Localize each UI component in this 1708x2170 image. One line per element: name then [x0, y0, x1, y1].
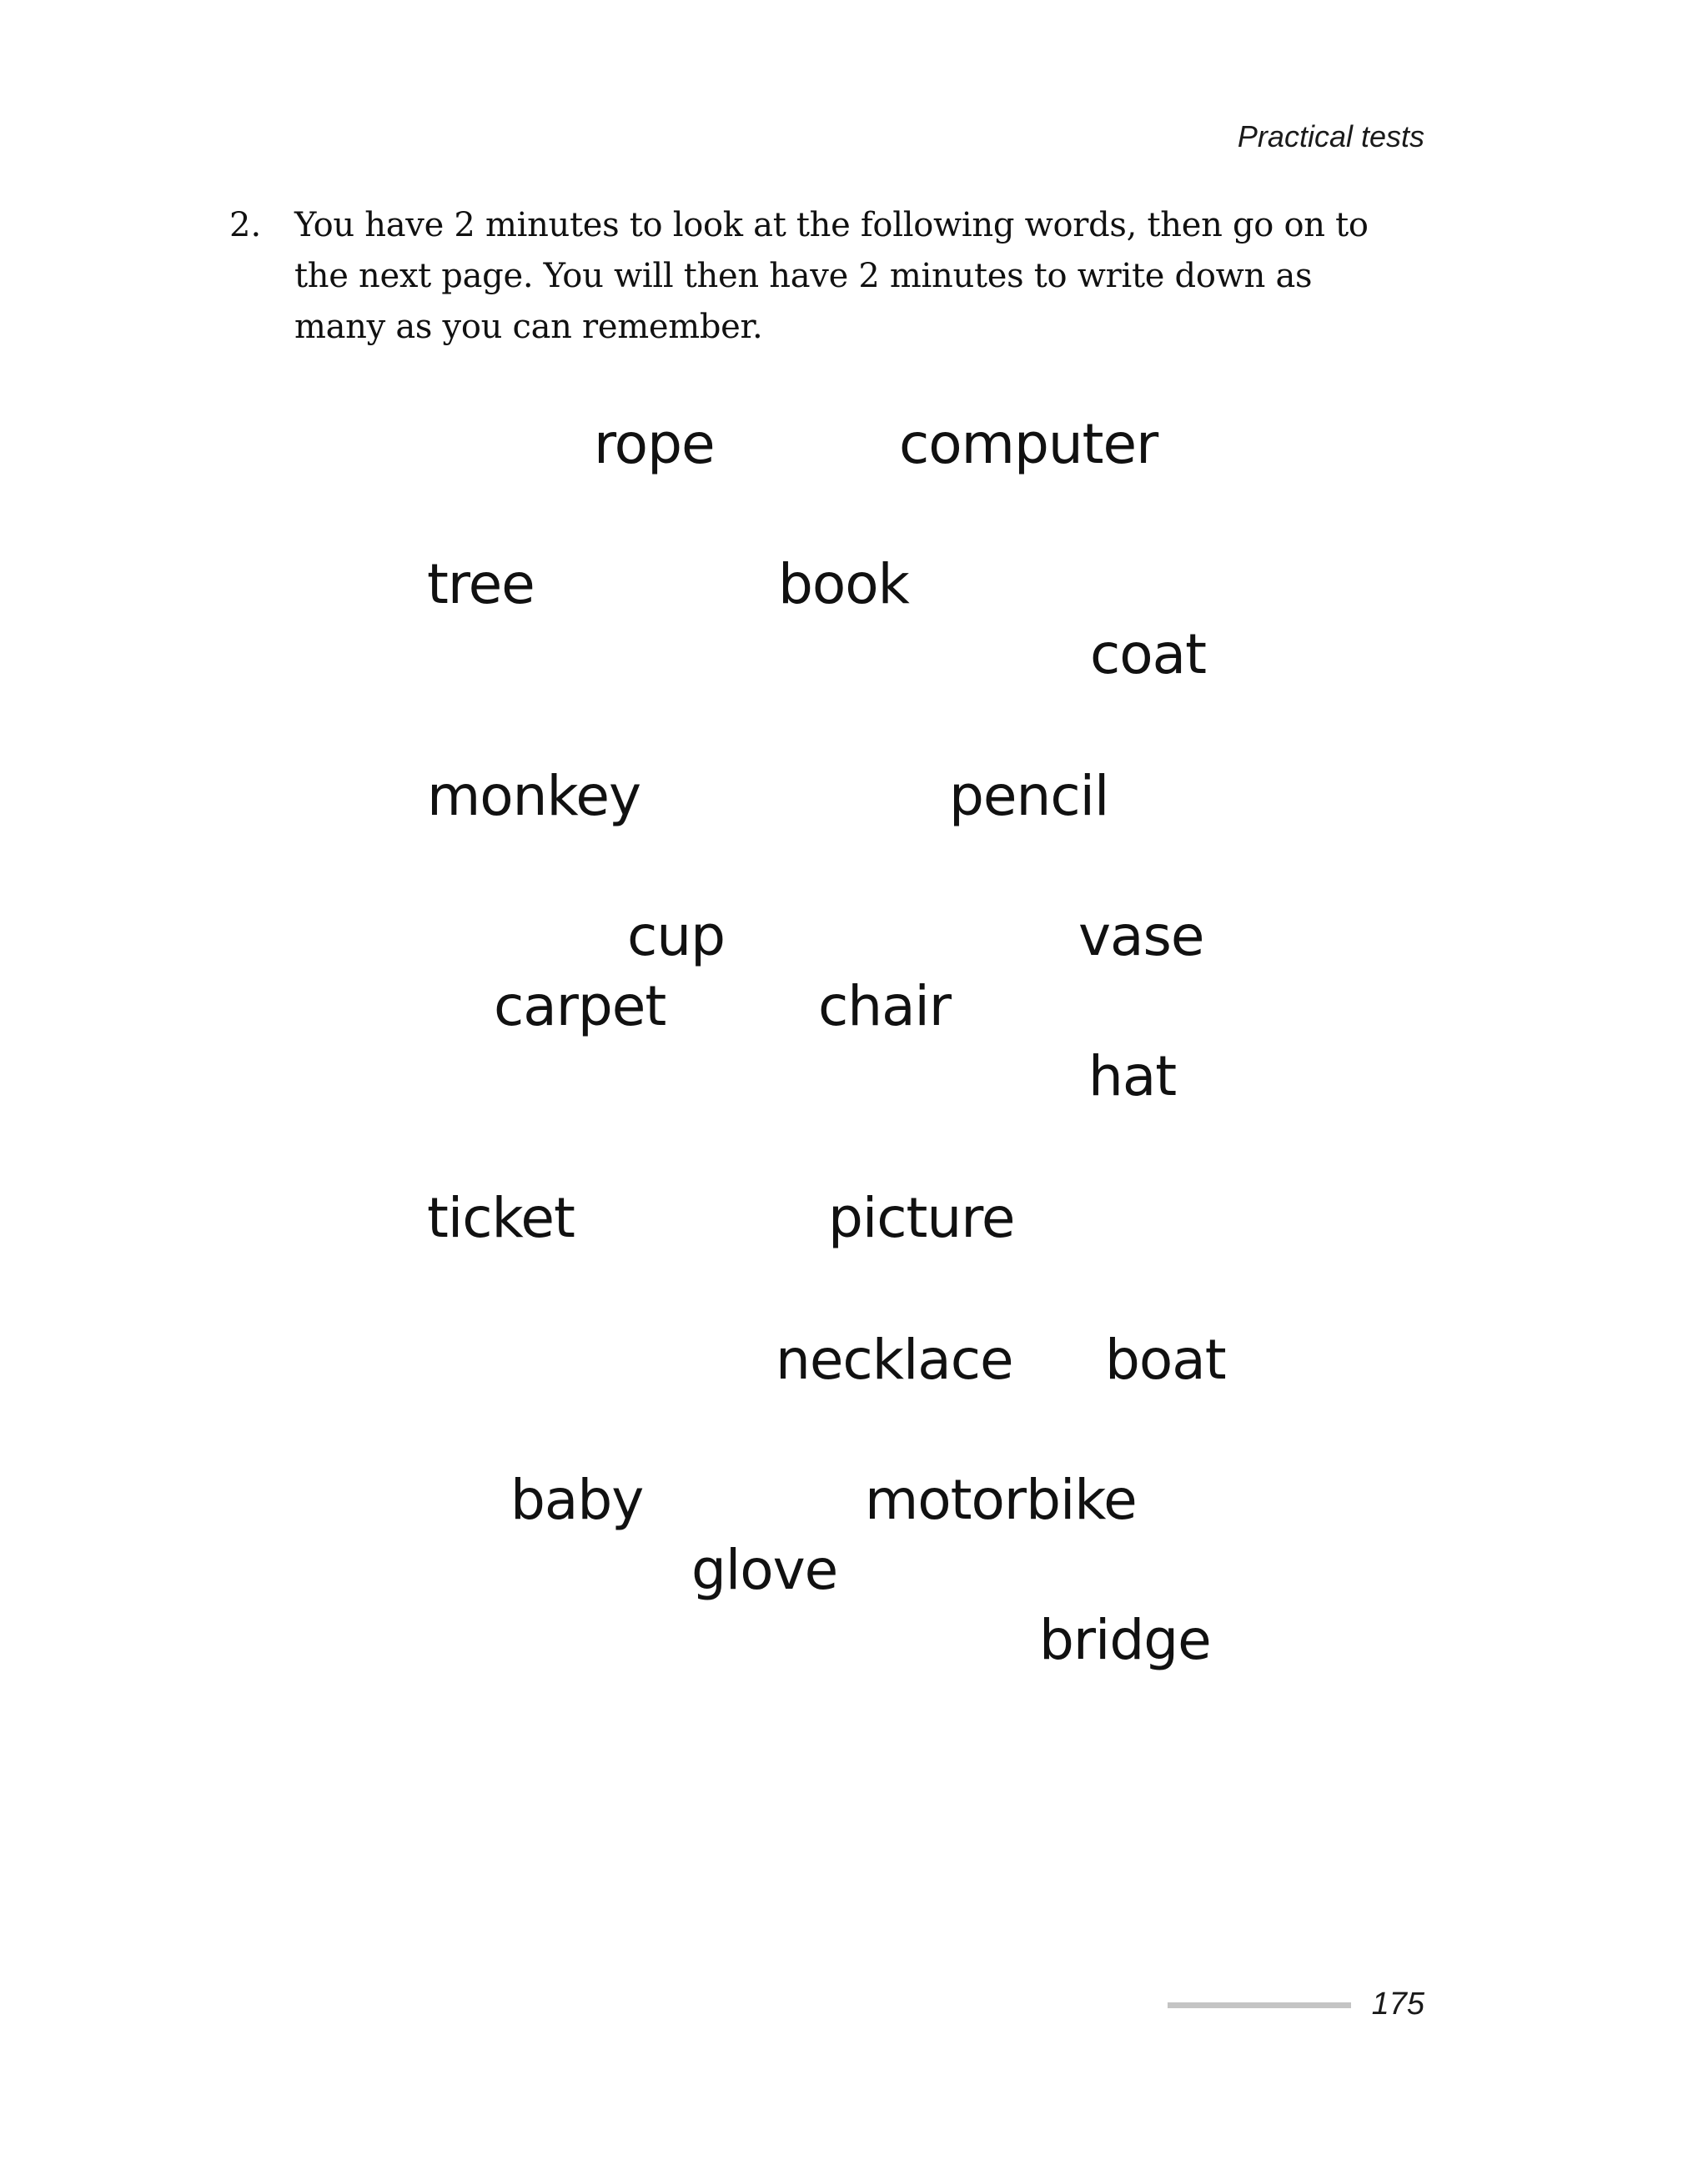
word-hat: hat	[1088, 1044, 1177, 1108]
word-boat: boat	[1105, 1328, 1226, 1392]
word-picture: picture	[828, 1186, 1015, 1250]
word-baby: baby	[510, 1468, 644, 1532]
word-motorbike: motorbike	[865, 1468, 1137, 1532]
word-monkey: monkey	[427, 764, 641, 828]
question-text: You have 2 minutes to look at the following words, then go on to the next page. You will then have 2 minutes to write down as many as you can remember.	[294, 206, 1369, 346]
word-rope: rope	[594, 412, 715, 476]
word-pencil: pencil	[949, 764, 1109, 828]
running-head: Practical tests	[1237, 119, 1424, 153]
word-cup: cup	[627, 904, 726, 968]
word-chair: chair	[818, 974, 952, 1038]
page-number: 175	[1371, 1987, 1424, 2022]
footer-rule	[1168, 2002, 1351, 2008]
word-computer: computer	[899, 412, 1158, 476]
word-glove: glove	[691, 1538, 838, 1602]
word-carpet: carpet	[494, 974, 666, 1038]
question-number: 2.	[229, 206, 262, 244]
word-tree: tree	[427, 552, 535, 616]
word-necklace: necklace	[776, 1328, 1013, 1392]
word-ticket: ticket	[427, 1186, 575, 1250]
word-bridge: bridge	[1039, 1608, 1211, 1672]
word-vase: vase	[1078, 904, 1204, 968]
word-coat: coat	[1090, 622, 1206, 686]
word-book: book	[778, 552, 909, 616]
